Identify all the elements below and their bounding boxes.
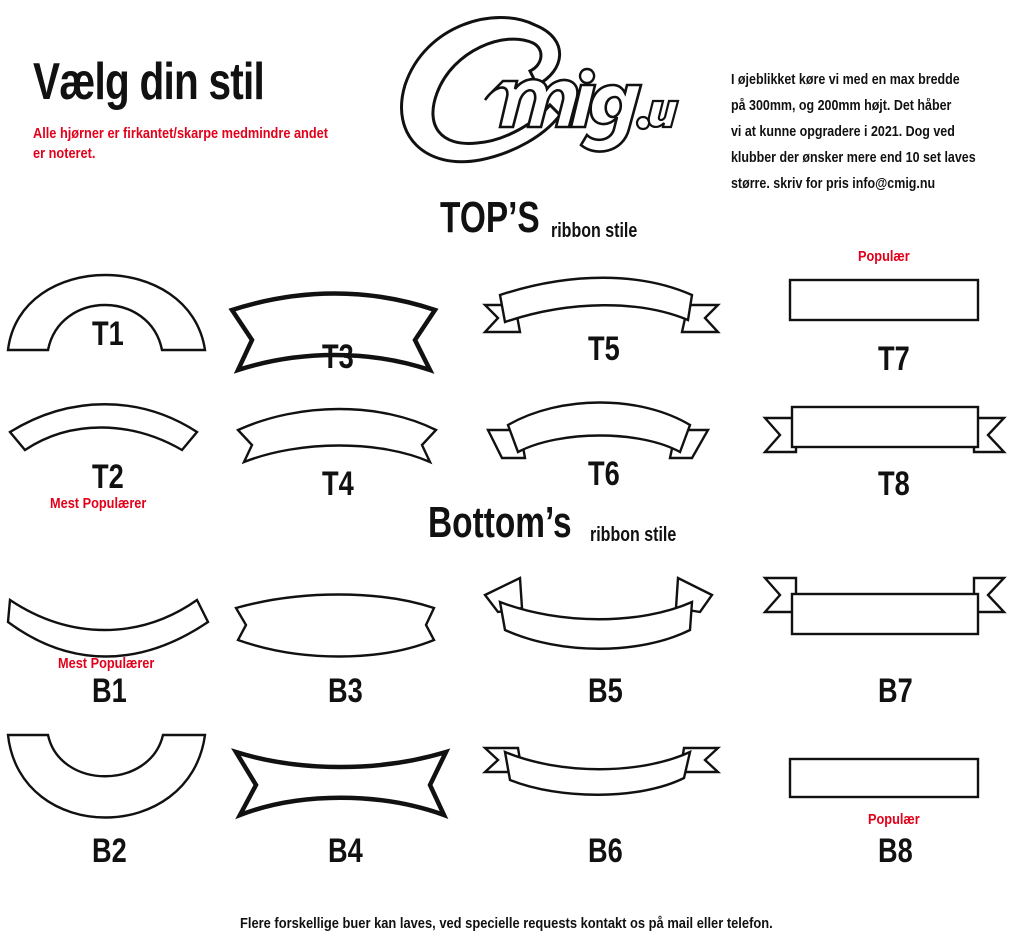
style-label-t5: T5	[588, 330, 620, 368]
shape-b4	[236, 752, 446, 815]
size-info-line: klubber der ønsker mere end 10 set laves	[731, 150, 976, 166]
bottoms-section-title: Bottom’s	[428, 498, 572, 547]
style-label-t4: T4	[322, 465, 354, 503]
style-label-b4: B4	[328, 832, 363, 870]
size-info-line: større. skriv for pris info@cmig.nu	[731, 176, 936, 192]
style-label-b3: B3	[328, 672, 363, 710]
popular-badge: Populær	[858, 248, 910, 265]
style-label-t2: T2	[92, 458, 124, 496]
size-info-line: på 300mm, og 200mm højt. Det håber	[731, 98, 952, 114]
most-popular-badge: Mest Populærer	[50, 495, 147, 512]
shape-t8	[792, 407, 978, 447]
style-label-t3: T3	[322, 338, 354, 376]
shape-b2	[8, 735, 205, 818]
size-info-line: vi at kunne opgradere i 2021. Dog ved	[731, 124, 955, 140]
style-label-b1: B1	[92, 672, 127, 710]
shape-t5	[500, 278, 692, 322]
shape-t2	[10, 404, 197, 450]
style-label-b2: B2	[92, 832, 127, 870]
shape-t7	[790, 280, 978, 320]
corner-note-line: er noteret.	[33, 146, 96, 162]
style-label-b7: B7	[878, 672, 913, 710]
shape-b3	[236, 595, 434, 657]
style-label-t6: T6	[588, 455, 620, 493]
style-label-t7: T7	[878, 340, 910, 378]
shape-t6	[508, 403, 690, 453]
shape-b5	[500, 602, 692, 649]
shape-b1	[8, 600, 208, 657]
popular-badge: Populær	[868, 811, 920, 828]
shape-b7	[792, 594, 978, 634]
most-popular-badge: Mest Populærer	[58, 655, 155, 672]
shape-b8	[790, 759, 978, 797]
style-label-t8: T8	[878, 465, 910, 503]
size-info-line: I øjeblikket køre vi med en max bredde	[731, 72, 960, 88]
footer-note: Flere forskellige buer kan laves, ved specielle requests kontakt os på mail eller telefon.	[240, 915, 773, 932]
page-title: Vælg din stil	[33, 53, 264, 111]
shape-t4	[238, 409, 436, 462]
shape-b6	[505, 752, 690, 795]
style-label-b5: B5	[588, 672, 623, 710]
style-label-t1: T1	[92, 315, 124, 353]
tops-section-subtitle: ribbon stile	[551, 220, 638, 242]
corner-note-line: Alle hjørner er firkantet/skarpe medmindre andet	[33, 126, 328, 142]
bottoms-section-subtitle: ribbon stile	[590, 524, 677, 546]
style-label-b8: B8	[878, 832, 913, 870]
style-label-b6: B6	[588, 832, 623, 870]
tops-section-title: TOP’S	[440, 193, 540, 242]
